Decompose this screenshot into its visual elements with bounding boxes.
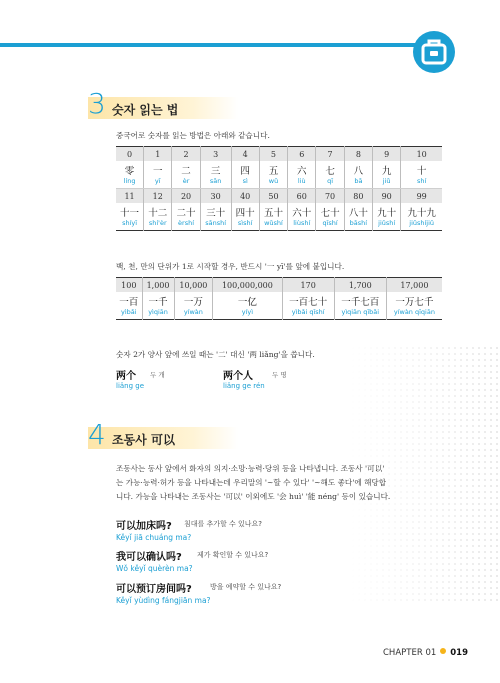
hanzi-cell: 一百七十 xyxy=(282,292,334,308)
number-cell: 1 xyxy=(144,147,172,162)
number-cell: 4 xyxy=(231,147,259,162)
number-cell: 9 xyxy=(373,147,401,162)
hanzi-cell: 一万七千 xyxy=(386,292,442,308)
sentence-3-korean: 방을 예약할 수 있나요? xyxy=(210,583,282,591)
hanzi-cell: 一 xyxy=(144,161,172,177)
paragraph-line: 니다. 가능을 나타내는 조동사는 '可以' 이외에도 '会 huì' '能 néng' 등이 있습니다. xyxy=(116,492,391,501)
sentence-1-korean: 침대를 추가할 수 있나요? xyxy=(184,520,263,528)
pinyin-cell: shíyī xyxy=(122,219,138,227)
numbers-table-0-10 xyxy=(116,146,442,231)
hanzi-cell: 八 xyxy=(344,161,372,177)
sentence-3-hanzi: 可以预订房间吗? xyxy=(116,584,192,595)
number-cell: 170 xyxy=(282,278,334,293)
hanzi-cell: 四十 xyxy=(231,203,259,219)
section-4-paragraph xyxy=(116,462,476,504)
hanzi-cell: 二 xyxy=(172,161,200,177)
number-cell: 99 xyxy=(401,189,442,204)
sentence-2-pinyin: Wǒ kěyǐ quèrèn ma? xyxy=(116,564,193,573)
sentence-1-pinyin: Kěyǐ jiā chuáng ma? xyxy=(116,533,192,542)
pinyin-cell: yíwàn qīqiān xyxy=(386,308,442,320)
hanzi-cell: 三 xyxy=(200,161,231,177)
pinyin-cell: jiǔ xyxy=(373,177,401,189)
section-4-title: 조동사 可以 xyxy=(112,433,175,447)
paragraph-line: 는 가능·능력·허가 등을 나타내는데 우리말의 '~할 수 있다' '~해도 좋다'에 해당합 xyxy=(116,478,387,487)
number-cell: 10,000 xyxy=(174,278,213,293)
number-cell: 1,700 xyxy=(334,278,386,293)
pinyin-cell: yī xyxy=(144,177,172,189)
pinyin-cell: yìbǎi xyxy=(120,308,137,316)
hanzi-cell: 七 xyxy=(316,161,344,177)
section-3-intro: 중국어로 숫자를 읽는 방법은 아래와 같습니다. xyxy=(116,131,270,140)
pinyin-cell: bā xyxy=(344,177,372,189)
number-cell: 5 xyxy=(259,147,287,162)
pinyin-cell: sānshí xyxy=(200,219,231,231)
pinyin-cell: liù xyxy=(288,177,316,189)
number-cell: 80 xyxy=(344,189,372,204)
hanzi-cell: 十二 xyxy=(144,203,172,219)
number-cell: 70 xyxy=(316,189,344,204)
numbers-table-units xyxy=(116,277,442,320)
footer-dot-icon xyxy=(440,648,446,654)
suitcase-logo-icon xyxy=(412,30,456,74)
sentence-2-hanzi: 我可以确认吗? xyxy=(116,552,182,563)
pinyin-cell: sìshí xyxy=(231,219,259,231)
hanzi-cell: 九十 xyxy=(373,203,401,219)
example-2-hanzi: 两个人 xyxy=(223,371,253,382)
chapter-label: CHAPTER 01 xyxy=(383,648,437,658)
hanzi-cell: 六十 xyxy=(288,203,316,219)
hanzi-cell: 四 xyxy=(231,161,259,177)
number-cell: 2 xyxy=(172,147,200,162)
number-cell: 40 xyxy=(231,189,259,204)
hanzi-cell: 九 xyxy=(373,161,401,177)
number-cell: 17,000 xyxy=(386,278,442,293)
hanzi-cell: 一千 xyxy=(142,292,174,308)
hanzi-cell: 九十九 xyxy=(401,203,442,219)
hanzi-cell: 十 xyxy=(401,161,442,177)
number-cell: 8 xyxy=(344,147,372,162)
number-cell: 1,000 xyxy=(142,278,174,293)
pinyin-cell: yìqiān xyxy=(142,308,174,320)
number-cell: 0 xyxy=(116,147,144,162)
sentence-3-pinyin: Kěyǐ yùdìng fángjiān ma? xyxy=(116,596,211,605)
sentence-2-korean: 제가 확인할 수 있나요? xyxy=(197,551,269,559)
hanzi-cell: 十一 xyxy=(120,208,140,219)
pinyin-cell: qīshí xyxy=(316,219,344,231)
pinyin-cell: líng xyxy=(116,177,144,189)
pinyin-cell: sì xyxy=(231,177,259,189)
units-note: 백, 천, 만의 단위가 1로 시작할 경우, 반드시 '一 yī'를 앞에 붙입니다. xyxy=(116,262,345,271)
hanzi-cell: 一千七百 xyxy=(334,292,386,308)
hanzi-cell: 八十 xyxy=(344,203,372,219)
page-number: 019 xyxy=(450,648,469,658)
number-cell: 20 xyxy=(172,189,200,204)
pinyin-cell: yíwàn xyxy=(174,308,213,320)
number-cell: 11 xyxy=(116,189,144,204)
pinyin-cell: sān xyxy=(200,177,231,189)
number-cell: 60 xyxy=(288,189,316,204)
header-rule xyxy=(0,43,440,47)
pinyin-cell: shí'èr xyxy=(144,219,172,231)
number-cell: 100 xyxy=(116,278,142,293)
pinyin-cell: jiǔshíjiǔ xyxy=(401,219,442,231)
pinyin-cell: bāshí xyxy=(344,219,372,231)
hanzi-cell: 七十 xyxy=(316,203,344,219)
hanzi-cell: 零 xyxy=(124,166,135,177)
example-1-korean: 두 개 xyxy=(150,371,165,379)
hanzi-cell: 一百 xyxy=(119,297,139,308)
pinyin-cell: yìbǎi qīshí xyxy=(282,308,334,320)
example-1-pinyin: liǎng ge xyxy=(116,382,145,390)
pinyin-cell: yìqiān qībǎi xyxy=(334,308,386,320)
pinyin-cell: wǔ xyxy=(259,177,287,189)
pinyin-cell: èrshí xyxy=(172,219,200,231)
pinyin-cell: wǔshí xyxy=(259,219,287,231)
number-cell: 90 xyxy=(373,189,401,204)
pinyin-cell: qī xyxy=(316,177,344,189)
liang-note: 숫자 2가 양사 앞에 쓰일 때는 '二' 대신 '两 liǎng'을 씁니다. xyxy=(116,350,315,359)
pinyin-cell: shí xyxy=(401,177,442,189)
sentence-1-hanzi: 可以加床吗? xyxy=(116,521,172,532)
hanzi-cell: 一亿 xyxy=(213,292,282,308)
hanzi-cell: 三十 xyxy=(200,203,231,219)
pinyin-cell: èr xyxy=(172,177,200,189)
section-4-number: 4 xyxy=(88,418,106,451)
example-2-korean: 두 명 xyxy=(272,371,287,379)
number-cell: 7 xyxy=(316,147,344,162)
paragraph-line: 조동사는 동사 앞에서 화자의 의지·소망·능력·당위 등을 나타냅니다. 조동사 '可以' xyxy=(116,464,385,473)
number-cell: 30 xyxy=(200,189,231,204)
pinyin-cell: liùshí xyxy=(288,219,316,231)
section-3-number: 3 xyxy=(88,87,106,120)
hanzi-cell: 六 xyxy=(288,161,316,177)
number-cell: 50 xyxy=(259,189,287,204)
number-cell: 3 xyxy=(200,147,231,162)
page-footer xyxy=(383,648,468,658)
number-cell: 12 xyxy=(144,189,172,204)
hanzi-cell: 二十 xyxy=(172,203,200,219)
example-1-hanzi: 两个 xyxy=(116,371,136,382)
number-cell: 6 xyxy=(288,147,316,162)
pinyin-cell: jiǔshí xyxy=(373,219,401,231)
pinyin-cell: yíyì xyxy=(213,308,282,320)
number-cell: 10 xyxy=(401,147,442,162)
hanzi-cell: 五十 xyxy=(259,203,287,219)
hanzi-cell: 一万 xyxy=(174,292,213,308)
number-cell: 100,000,000 xyxy=(213,278,282,293)
section-3-title: 숫자 읽는 법 xyxy=(112,103,179,117)
hanzi-cell: 五 xyxy=(259,161,287,177)
example-2-pinyin: liǎng ge rén xyxy=(223,382,265,390)
